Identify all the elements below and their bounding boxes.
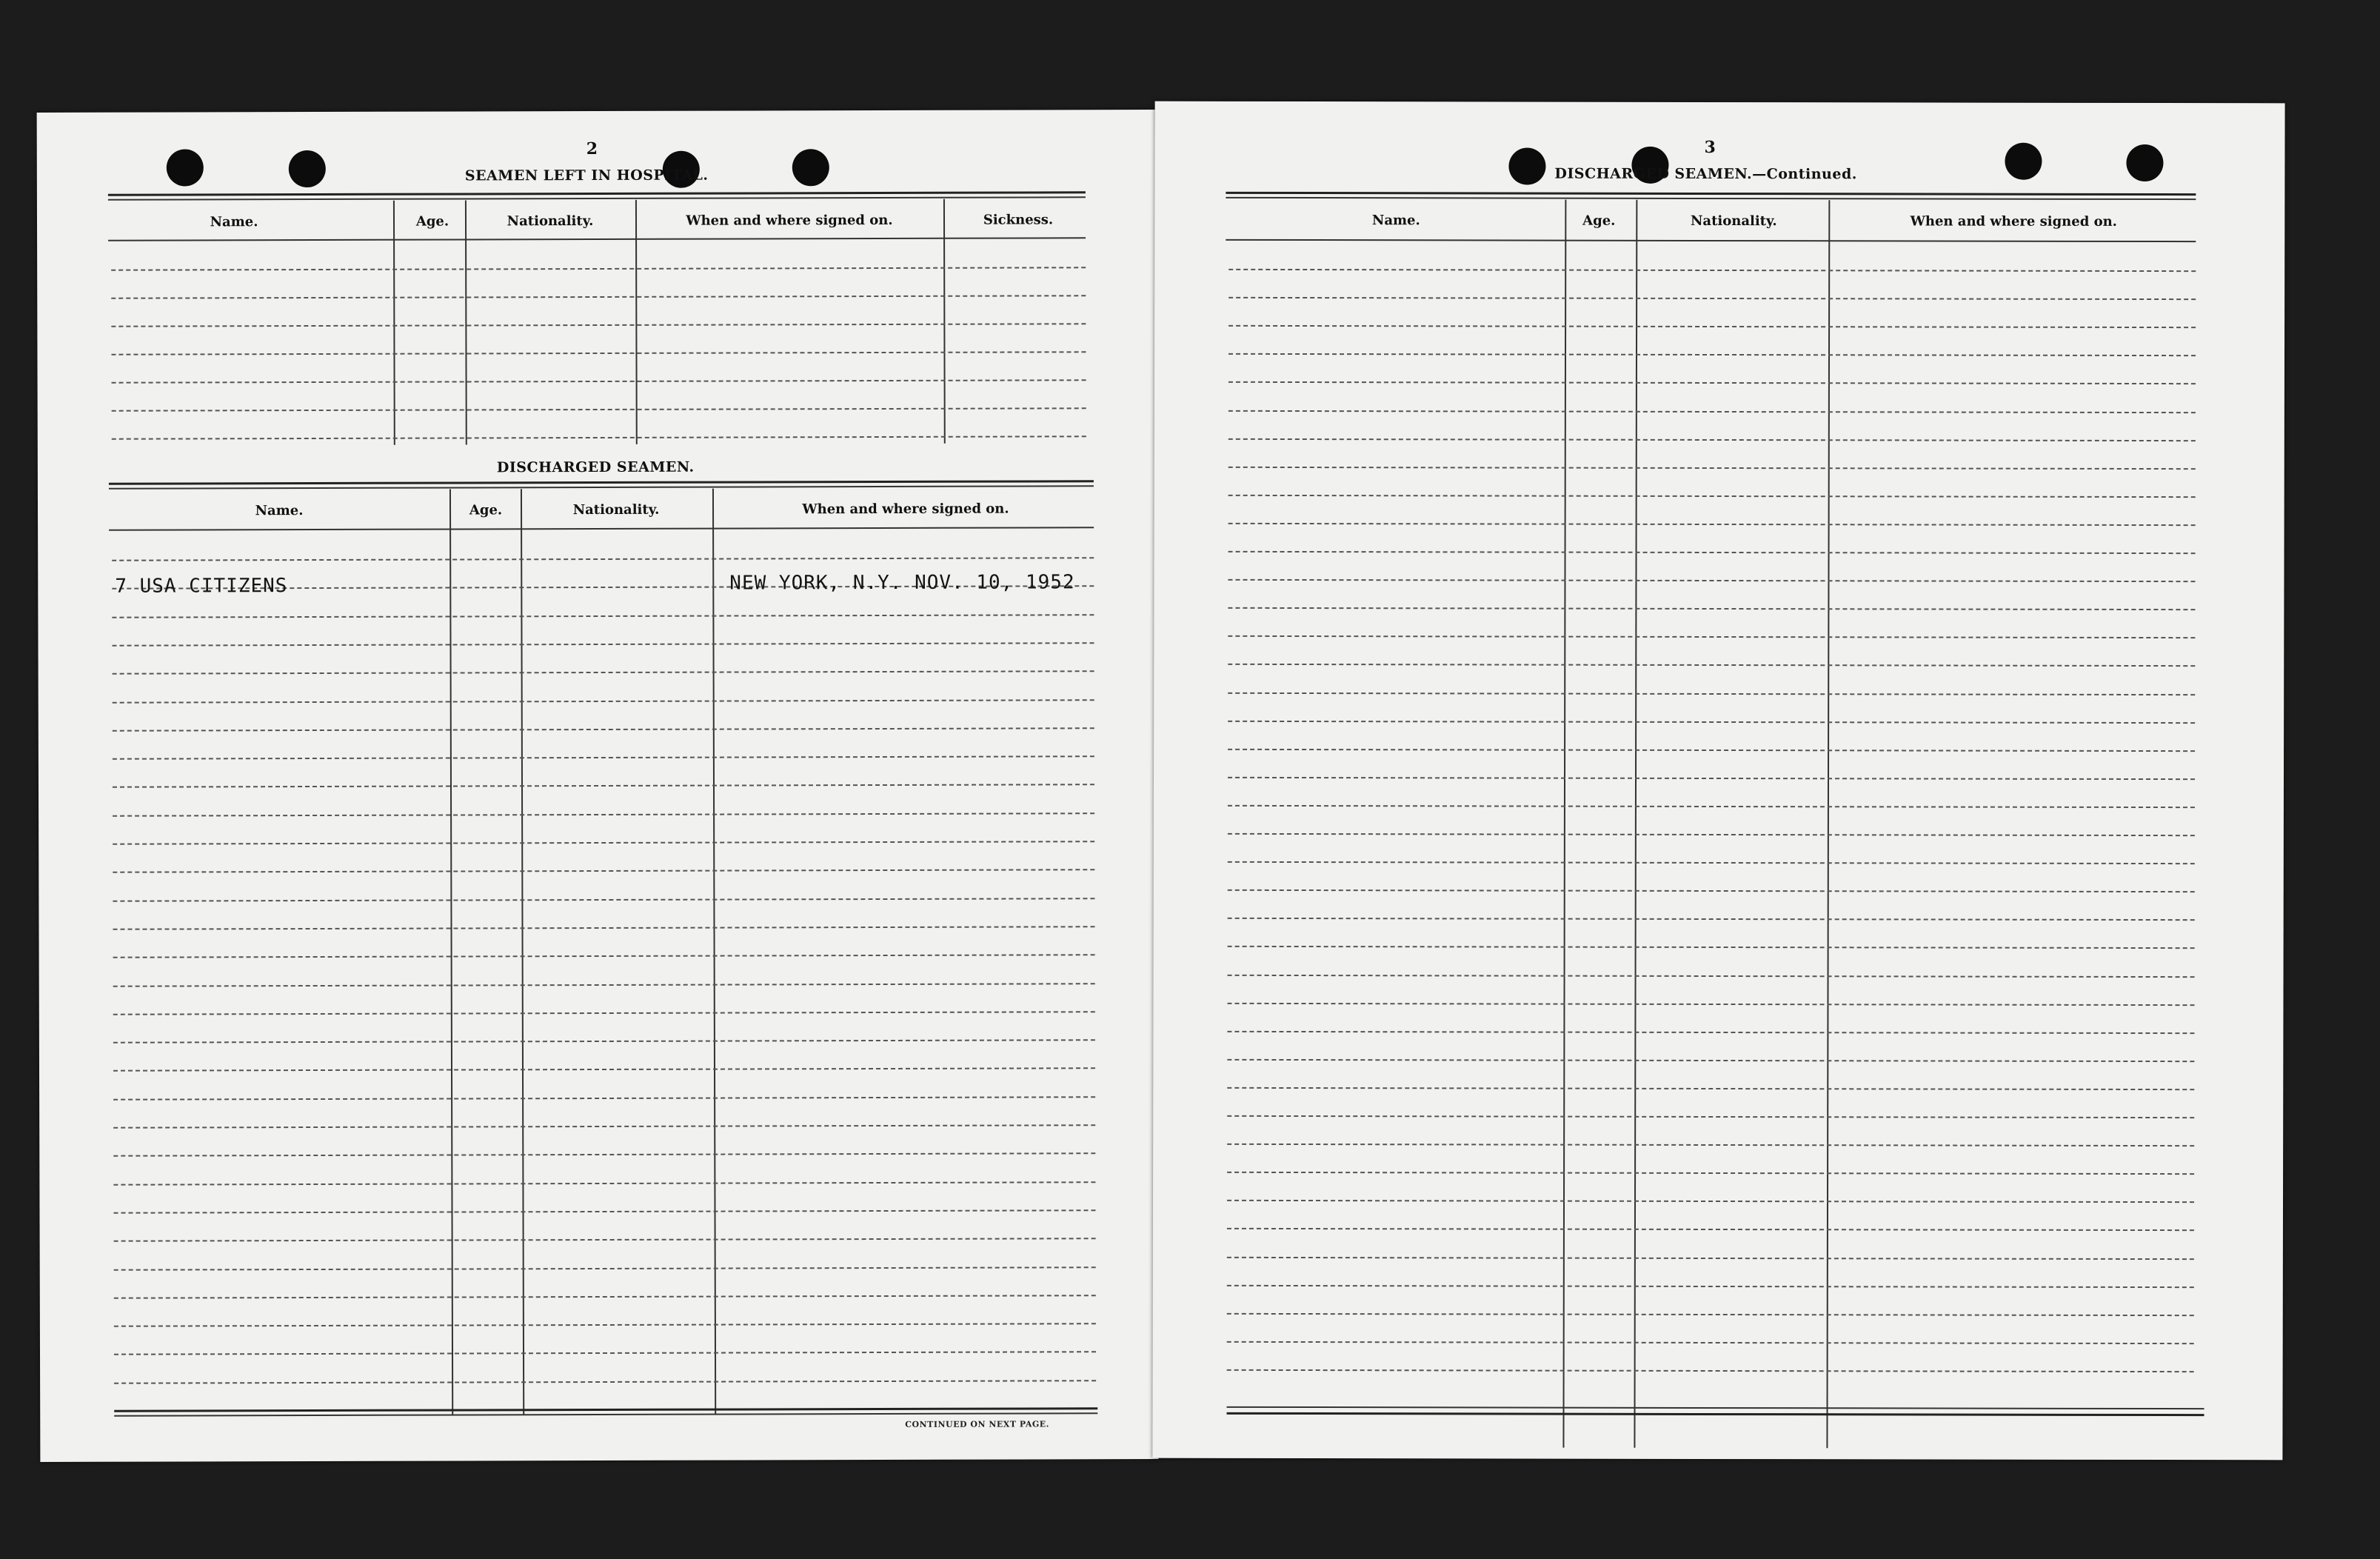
ruled-line xyxy=(1228,861,2195,864)
column-header-age: Age. xyxy=(1582,213,1616,229)
ruled-line xyxy=(1227,1256,2194,1259)
table-bottom-rule xyxy=(1227,1406,2204,1409)
ruled-line xyxy=(1228,720,2195,723)
column-header-name: Name. xyxy=(1371,213,1420,229)
ruled-line xyxy=(113,898,1094,901)
column-divider xyxy=(449,490,453,1415)
ruled-line xyxy=(114,1266,1096,1270)
ruled-line xyxy=(1227,1369,2194,1372)
header-rule xyxy=(108,237,1086,241)
column-header-nationality: Nationality. xyxy=(1690,213,1777,230)
column-divider xyxy=(465,200,467,444)
punch-hole xyxy=(792,149,829,186)
ruled-line xyxy=(1228,579,2195,582)
ruled-line xyxy=(113,1011,1095,1015)
punch-hole xyxy=(1508,148,1545,185)
ruled-line xyxy=(113,954,1095,958)
table-bottom-rule xyxy=(1227,1412,2204,1416)
ruled-line xyxy=(113,1096,1095,1100)
column-divider xyxy=(1634,200,1637,1448)
ruled-line xyxy=(1229,353,2196,356)
ruled-line xyxy=(114,1352,1096,1355)
ruled-line xyxy=(113,699,1094,703)
page-number: 2 xyxy=(586,138,598,159)
ruled-line xyxy=(1229,551,2196,554)
table-top-rule xyxy=(108,191,1086,196)
ruled-line xyxy=(1227,1341,2194,1344)
ruled-line xyxy=(1228,833,2195,836)
ruled-line xyxy=(112,407,1086,411)
table-top-rule xyxy=(108,196,1086,200)
ruled-line xyxy=(113,983,1095,987)
table-top-rule xyxy=(1226,192,2196,196)
ruled-line xyxy=(1227,1144,2194,1146)
table-top-rule xyxy=(109,480,1094,484)
column-divider xyxy=(712,489,716,1415)
ruled-line xyxy=(1229,438,2196,441)
hospital-section-title: SEAMEN LEFT IN HOSPITAL. xyxy=(464,167,709,184)
ruled-line xyxy=(112,379,1086,383)
ruled-line xyxy=(1227,1087,2194,1090)
ruled-line xyxy=(1228,749,2195,752)
ruled-line xyxy=(1227,1313,2194,1316)
column-header-signed-on: When and where signed on. xyxy=(1910,213,2117,230)
column-header-nationality: Nationality. xyxy=(572,501,660,518)
punch-hole xyxy=(2126,144,2163,181)
ruled-line xyxy=(111,323,1086,327)
ruled-line xyxy=(1229,269,2196,272)
ruled-line xyxy=(1227,1031,2194,1034)
ruled-line xyxy=(113,812,1094,816)
column-header-sickness: Sickness. xyxy=(983,212,1054,228)
ruled-line xyxy=(1227,1059,2194,1062)
column-divider xyxy=(635,200,638,444)
hospital-ruled-lines xyxy=(37,110,1155,113)
ruled-line xyxy=(1227,1284,2194,1287)
column-divider xyxy=(1562,200,1566,1448)
ruled-line xyxy=(113,926,1095,929)
ruled-line xyxy=(113,1039,1095,1043)
ruled-line xyxy=(113,1153,1095,1157)
ruled-line xyxy=(114,1323,1096,1326)
column-header-signed-on: When and where signed on. xyxy=(802,501,1009,518)
left-page xyxy=(37,110,1159,1462)
ruled-line xyxy=(112,557,1094,561)
ruled-line xyxy=(112,614,1094,618)
ruled-line xyxy=(1228,692,2195,695)
punch-hole xyxy=(289,150,326,187)
section-title: DISCHARGED SEAMEN.—Continued. xyxy=(1554,165,1857,183)
ruled-line xyxy=(1228,974,2195,977)
ruled-line xyxy=(1228,777,2195,780)
ruled-line xyxy=(1228,946,2195,949)
ruled-line xyxy=(1229,467,2196,470)
discharged-ruled-lines xyxy=(37,110,1155,113)
table-bottom-rule xyxy=(114,1407,1097,1412)
ruled-line xyxy=(1229,381,2196,384)
page-number: 3 xyxy=(1704,137,1716,157)
table-top-rule xyxy=(1226,197,2196,200)
typed-entry-signed-on: NEW YORK, N.Y. NOV. 10, 1952 xyxy=(729,571,1075,595)
ruled-line xyxy=(112,642,1094,646)
column-divider xyxy=(521,489,524,1415)
ruled-line xyxy=(1229,297,2196,300)
ruled-line xyxy=(111,267,1086,270)
column-header-nationality: Nationality. xyxy=(507,213,594,230)
table-top-rule xyxy=(109,485,1094,489)
ruled-line xyxy=(113,784,1094,788)
ruled-line xyxy=(113,1181,1095,1185)
ruled-line xyxy=(1228,805,2195,808)
column-divider xyxy=(943,199,946,444)
ruled-line xyxy=(112,435,1086,439)
ruled-line xyxy=(114,1295,1096,1298)
ruled-line xyxy=(113,670,1094,674)
right-ruled-lines xyxy=(1155,101,2285,104)
ruled-line xyxy=(1228,607,2195,610)
ruled-line xyxy=(1227,1115,2194,1118)
ruled-line xyxy=(1228,635,2195,638)
right-page xyxy=(1152,101,2284,1460)
column-header-name: Name. xyxy=(210,214,258,230)
column-header-age: Age. xyxy=(469,502,503,518)
ruled-line xyxy=(1228,889,2195,892)
discharged-section-title: DISCHARGED SEAMEN. xyxy=(496,458,695,476)
ruled-line xyxy=(113,727,1094,731)
punch-hole xyxy=(2005,143,2042,180)
ruled-line xyxy=(114,1209,1096,1213)
punch-hole xyxy=(167,149,204,186)
ruled-line xyxy=(1229,523,2196,526)
header-rule xyxy=(1226,239,2196,242)
ruled-line xyxy=(114,1380,1096,1383)
ruled-line xyxy=(113,1124,1095,1128)
typed-entry-name: 7 USA CITIZENS xyxy=(115,575,288,598)
ruled-line xyxy=(113,755,1094,759)
ruled-line xyxy=(113,1068,1095,1072)
ruled-line xyxy=(113,841,1094,844)
ruled-line xyxy=(111,295,1086,298)
ruled-line xyxy=(113,869,1094,873)
header-rule xyxy=(109,527,1094,530)
column-header-name: Name. xyxy=(255,503,304,519)
column-header-signed-on: When and where signed on. xyxy=(686,212,893,229)
ruled-line xyxy=(1227,1228,2194,1231)
ruled-line xyxy=(1229,325,2196,328)
ruled-line xyxy=(1227,1002,2194,1005)
ruled-line xyxy=(1227,1172,2194,1175)
ruled-line xyxy=(1227,1200,2194,1203)
column-header-age: Age. xyxy=(415,213,449,230)
ruled-line xyxy=(1228,918,2195,921)
ruled-line xyxy=(114,1238,1096,1241)
ruled-line xyxy=(1228,664,2195,667)
ruled-line xyxy=(1229,495,2196,498)
ruled-line xyxy=(111,351,1086,355)
column-divider xyxy=(1826,200,1830,1448)
ruled-line xyxy=(1229,410,2196,413)
table-bottom-rule xyxy=(114,1412,1097,1416)
bleed-through-text xyxy=(111,209,132,254)
continued-note: CONTINUED ON NEXT PAGE. xyxy=(905,1419,1049,1429)
column-divider xyxy=(393,201,395,445)
